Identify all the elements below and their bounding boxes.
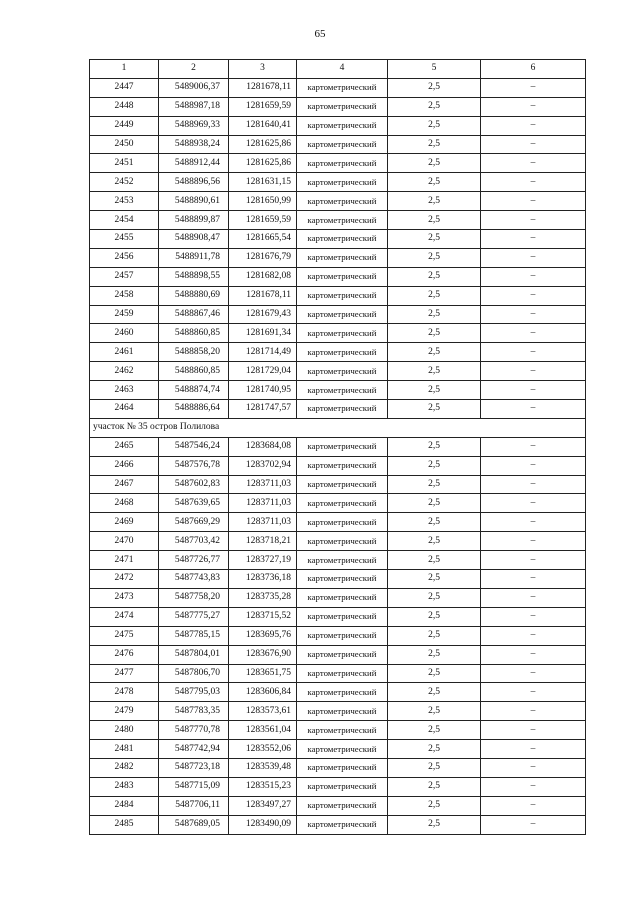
y-coordinate-cell: 1281678,11 (229, 286, 297, 305)
accuracy-cell: 2,5 (388, 626, 481, 645)
method-cell: картометрический (297, 588, 388, 607)
y-coordinate-cell: 1281679,43 (229, 305, 297, 324)
accuracy-cell: 2,5 (388, 154, 481, 173)
note-cell: – (481, 796, 586, 815)
point-number-cell: 2475 (90, 626, 159, 645)
table-row (90, 815, 586, 834)
method-cell: картометрический (297, 381, 388, 400)
x-coordinate-cell: 5487639,65 (159, 494, 229, 513)
y-coordinate-cell: 1281631,15 (229, 173, 297, 192)
x-coordinate-cell: 5488874,74 (159, 381, 229, 400)
x-coordinate-cell: 5487785,15 (159, 626, 229, 645)
accuracy-cell: 2,5 (388, 248, 481, 267)
method-cell: картометрический (297, 475, 388, 494)
y-coordinate-cell: 1283539,48 (229, 758, 297, 777)
table-row (90, 721, 586, 740)
table-row (90, 343, 586, 362)
y-coordinate-cell: 1281665,54 (229, 230, 297, 249)
x-coordinate-cell: 5488860,85 (159, 362, 229, 381)
y-coordinate-cell: 1283695,76 (229, 626, 297, 645)
accuracy-cell: 2,5 (388, 815, 481, 834)
table-row (90, 97, 586, 116)
table-row (90, 305, 586, 324)
y-coordinate-cell: 1283606,84 (229, 683, 297, 702)
table-row (90, 532, 586, 551)
x-coordinate-cell: 5488860,85 (159, 324, 229, 343)
method-cell: картометрический (297, 135, 388, 154)
method-cell: картометрический (297, 248, 388, 267)
note-cell: – (481, 683, 586, 702)
table-row (90, 513, 586, 532)
method-cell: картометрический (297, 513, 388, 532)
note-cell: – (481, 324, 586, 343)
method-cell: картометрический (297, 815, 388, 834)
note-cell: – (481, 475, 586, 494)
point-number-cell: 2472 (90, 570, 159, 589)
accuracy-cell: 2,5 (388, 532, 481, 551)
note-cell: – (481, 267, 586, 286)
x-coordinate-cell: 5487783,35 (159, 702, 229, 721)
accuracy-cell: 2,5 (388, 97, 481, 116)
accuracy-cell: 2,5 (388, 796, 481, 815)
point-number-cell: 2459 (90, 305, 159, 324)
header-cell: 6 (481, 60, 586, 79)
accuracy-cell: 2,5 (388, 286, 481, 305)
accuracy-cell: 2,5 (388, 683, 481, 702)
note-cell: – (481, 381, 586, 400)
table-row (90, 645, 586, 664)
y-coordinate-cell: 1283497,27 (229, 796, 297, 815)
method-cell: картометрический (297, 494, 388, 513)
note-cell: – (481, 588, 586, 607)
table-row (90, 664, 586, 683)
y-coordinate-cell: 1281682,08 (229, 267, 297, 286)
y-coordinate-cell: 1281625,86 (229, 154, 297, 173)
method-cell: картометрический (297, 777, 388, 796)
coordinates-table (89, 59, 586, 835)
accuracy-cell: 2,5 (388, 570, 481, 589)
table-row (90, 230, 586, 249)
accuracy-cell: 2,5 (388, 211, 481, 230)
y-coordinate-cell: 1283552,06 (229, 740, 297, 759)
point-number-cell: 2474 (90, 607, 159, 626)
accuracy-cell: 2,5 (388, 607, 481, 626)
point-number-cell: 2471 (90, 551, 159, 570)
table-row (90, 588, 586, 607)
y-coordinate-cell: 1281678,11 (229, 78, 297, 97)
table-row (90, 116, 586, 135)
method-cell: картометрический (297, 154, 388, 173)
method-cell: картометрический (297, 758, 388, 777)
section-body (90, 418, 586, 437)
point-number-cell: 2476 (90, 645, 159, 664)
header-cell: 4 (297, 60, 388, 79)
accuracy-cell: 2,5 (388, 740, 481, 759)
note-cell: – (481, 343, 586, 362)
note-cell: – (481, 702, 586, 721)
point-number-cell: 2470 (90, 532, 159, 551)
method-cell: картометрический (297, 211, 388, 230)
x-coordinate-cell: 5487669,29 (159, 513, 229, 532)
y-coordinate-cell: 1283711,03 (229, 494, 297, 513)
x-coordinate-cell: 5488898,55 (159, 267, 229, 286)
point-number-cell: 2485 (90, 815, 159, 834)
point-number-cell: 2463 (90, 381, 159, 400)
page-number: 65 (314, 28, 326, 40)
point-number-cell: 2464 (90, 400, 159, 419)
y-coordinate-cell: 1283561,04 (229, 721, 297, 740)
x-coordinate-cell: 5487775,27 (159, 607, 229, 626)
note-cell: – (481, 248, 586, 267)
accuracy-cell: 2,5 (388, 551, 481, 570)
y-coordinate-cell: 1283718,21 (229, 532, 297, 551)
y-coordinate-cell: 1283715,52 (229, 607, 297, 626)
x-coordinate-cell: 5487602,83 (159, 475, 229, 494)
accuracy-cell: 2,5 (388, 267, 481, 286)
method-cell: картометрический (297, 173, 388, 192)
x-coordinate-cell: 5488890,61 (159, 192, 229, 211)
point-number-cell: 2451 (90, 154, 159, 173)
table-row (90, 248, 586, 267)
accuracy-cell: 2,5 (388, 777, 481, 796)
note-cell: – (481, 815, 586, 834)
point-number-cell: 2457 (90, 267, 159, 286)
accuracy-cell: 2,5 (388, 588, 481, 607)
y-coordinate-cell: 1283711,03 (229, 513, 297, 532)
x-coordinate-cell: 5487804,01 (159, 645, 229, 664)
y-coordinate-cell: 1283727,19 (229, 551, 297, 570)
point-number-cell: 2467 (90, 475, 159, 494)
y-coordinate-cell: 1281659,59 (229, 211, 297, 230)
accuracy-cell: 2,5 (388, 192, 481, 211)
y-coordinate-cell: 1283651,75 (229, 664, 297, 683)
note-cell: – (481, 607, 586, 626)
table-body-after (90, 437, 586, 834)
x-coordinate-cell: 5487715,09 (159, 777, 229, 796)
table-row (90, 796, 586, 815)
note-cell: – (481, 97, 586, 116)
point-number-cell: 2455 (90, 230, 159, 249)
table-row (90, 456, 586, 475)
method-cell: картометрический (297, 570, 388, 589)
header-cell: 2 (159, 60, 229, 79)
table-header (90, 60, 586, 79)
y-coordinate-cell: 1281729,04 (229, 362, 297, 381)
method-cell: картометрический (297, 551, 388, 570)
point-number-cell: 2449 (90, 116, 159, 135)
table-row (90, 154, 586, 173)
method-cell: картометрический (297, 740, 388, 759)
point-number-cell: 2465 (90, 437, 159, 456)
y-coordinate-cell: 1281691,34 (229, 324, 297, 343)
x-coordinate-cell: 5488867,46 (159, 305, 229, 324)
x-coordinate-cell: 5488912,44 (159, 154, 229, 173)
point-number-cell: 2480 (90, 721, 159, 740)
accuracy-cell: 2,5 (388, 173, 481, 192)
note-cell: – (481, 135, 586, 154)
note-cell: – (481, 400, 586, 419)
note-cell: – (481, 777, 586, 796)
point-number-cell: 2462 (90, 362, 159, 381)
note-cell: – (481, 173, 586, 192)
method-cell: картометрический (297, 362, 388, 381)
note-cell: – (481, 532, 586, 551)
point-number-cell: 2469 (90, 513, 159, 532)
accuracy-cell: 2,5 (388, 437, 481, 456)
y-coordinate-cell: 1283515,23 (229, 777, 297, 796)
accuracy-cell: 2,5 (388, 758, 481, 777)
section-row (90, 418, 586, 437)
note-cell: – (481, 513, 586, 532)
table-row (90, 362, 586, 381)
point-number-cell: 2453 (90, 192, 159, 211)
accuracy-cell: 2,5 (388, 78, 481, 97)
method-cell: картометрический (297, 532, 388, 551)
method-cell: картометрический (297, 97, 388, 116)
y-coordinate-cell: 1283736,18 (229, 570, 297, 589)
table-row (90, 78, 586, 97)
accuracy-cell: 2,5 (388, 230, 481, 249)
y-coordinate-cell: 1281640,41 (229, 116, 297, 135)
point-number-cell: 2483 (90, 777, 159, 796)
table-row (90, 607, 586, 626)
x-coordinate-cell: 5489006,37 (159, 78, 229, 97)
note-cell: – (481, 211, 586, 230)
method-cell: картометрический (297, 324, 388, 343)
note-cell: – (481, 286, 586, 305)
note-cell: – (481, 230, 586, 249)
table-row (90, 740, 586, 759)
accuracy-cell: 2,5 (388, 475, 481, 494)
note-cell: – (481, 570, 586, 589)
accuracy-cell: 2,5 (388, 513, 481, 532)
table-row (90, 702, 586, 721)
method-cell: картометрический (297, 645, 388, 664)
x-coordinate-cell: 5487689,05 (159, 815, 229, 834)
point-number-cell: 2452 (90, 173, 159, 192)
point-number-cell: 2478 (90, 683, 159, 702)
note-cell: – (481, 740, 586, 759)
point-number-cell: 2454 (90, 211, 159, 230)
section-title: участок № 35 остров Полилова (90, 418, 586, 437)
method-cell: картометрический (297, 286, 388, 305)
point-number-cell: 2460 (90, 324, 159, 343)
note-cell: – (481, 456, 586, 475)
point-number-cell: 2450 (90, 135, 159, 154)
method-cell: картометрический (297, 437, 388, 456)
x-coordinate-cell: 5488899,87 (159, 211, 229, 230)
accuracy-cell: 2,5 (388, 116, 481, 135)
table-row (90, 381, 586, 400)
method-cell: картометрический (297, 796, 388, 815)
accuracy-cell: 2,5 (388, 135, 481, 154)
point-number-cell: 2456 (90, 248, 159, 267)
x-coordinate-cell: 5487703,42 (159, 532, 229, 551)
note-cell: – (481, 645, 586, 664)
y-coordinate-cell: 1281659,59 (229, 97, 297, 116)
point-number-cell: 2466 (90, 456, 159, 475)
table-row (90, 173, 586, 192)
x-coordinate-cell: 5487742,94 (159, 740, 229, 759)
method-cell: картометрический (297, 230, 388, 249)
method-cell: картометрический (297, 400, 388, 419)
method-cell: картометрический (297, 664, 388, 683)
y-coordinate-cell: 1283573,61 (229, 702, 297, 721)
x-coordinate-cell: 5488987,18 (159, 97, 229, 116)
y-coordinate-cell: 1281714,49 (229, 343, 297, 362)
table-body-before (90, 78, 586, 418)
x-coordinate-cell: 5487770,78 (159, 721, 229, 740)
point-number-cell: 2479 (90, 702, 159, 721)
accuracy-cell: 2,5 (388, 645, 481, 664)
method-cell: картометрический (297, 78, 388, 97)
header-cell: 1 (90, 60, 159, 79)
x-coordinate-cell: 5488911,78 (159, 248, 229, 267)
table-row (90, 475, 586, 494)
y-coordinate-cell: 1281747,57 (229, 400, 297, 419)
point-number-cell: 2482 (90, 758, 159, 777)
x-coordinate-cell: 5488938,24 (159, 135, 229, 154)
note-cell: – (481, 494, 586, 513)
method-cell: картометрический (297, 721, 388, 740)
method-cell: картометрический (297, 607, 388, 626)
x-coordinate-cell: 5488858,20 (159, 343, 229, 362)
accuracy-cell: 2,5 (388, 494, 481, 513)
header-cell: 3 (229, 60, 297, 79)
method-cell: картометрический (297, 456, 388, 475)
x-coordinate-cell: 5488880,69 (159, 286, 229, 305)
note-cell: – (481, 721, 586, 740)
method-cell: картометрический (297, 116, 388, 135)
table-row (90, 400, 586, 419)
x-coordinate-cell: 5488908,47 (159, 230, 229, 249)
note-cell: – (481, 305, 586, 324)
table-row (90, 324, 586, 343)
point-number-cell: 2477 (90, 664, 159, 683)
accuracy-cell: 2,5 (388, 343, 481, 362)
method-cell: картометрический (297, 305, 388, 324)
accuracy-cell: 2,5 (388, 305, 481, 324)
method-cell: картометрический (297, 343, 388, 362)
y-coordinate-cell: 1283702,94 (229, 456, 297, 475)
y-coordinate-cell: 1281650,99 (229, 192, 297, 211)
table-row (90, 551, 586, 570)
table-row (90, 494, 586, 513)
accuracy-cell: 2,5 (388, 702, 481, 721)
note-cell: – (481, 437, 586, 456)
x-coordinate-cell: 5488969,33 (159, 116, 229, 135)
point-number-cell: 2481 (90, 740, 159, 759)
point-number-cell: 2473 (90, 588, 159, 607)
header-cell: 5 (388, 60, 481, 79)
table-row (90, 192, 586, 211)
y-coordinate-cell: 1281740,95 (229, 381, 297, 400)
accuracy-cell: 2,5 (388, 400, 481, 419)
table-row (90, 211, 586, 230)
table-row (90, 626, 586, 645)
table-row (90, 758, 586, 777)
x-coordinate-cell: 5487795,03 (159, 683, 229, 702)
y-coordinate-cell: 1283684,08 (229, 437, 297, 456)
accuracy-cell: 2,5 (388, 362, 481, 381)
method-cell: картометрический (297, 683, 388, 702)
accuracy-cell: 2,5 (388, 381, 481, 400)
x-coordinate-cell: 5487546,24 (159, 437, 229, 456)
y-coordinate-cell: 1281676,79 (229, 248, 297, 267)
note-cell: – (481, 626, 586, 645)
method-cell: картометрический (297, 702, 388, 721)
accuracy-cell: 2,5 (388, 721, 481, 740)
table-row (90, 570, 586, 589)
point-number-cell: 2468 (90, 494, 159, 513)
y-coordinate-cell: 1283735,28 (229, 588, 297, 607)
y-coordinate-cell: 1281625,86 (229, 135, 297, 154)
x-coordinate-cell: 5487723,18 (159, 758, 229, 777)
method-cell: картометрический (297, 626, 388, 645)
method-cell: картометрический (297, 192, 388, 211)
table-row (90, 267, 586, 286)
table-row (90, 777, 586, 796)
table-row (90, 683, 586, 702)
header-row (90, 60, 586, 79)
x-coordinate-cell: 5487576,78 (159, 456, 229, 475)
table-row (90, 286, 586, 305)
y-coordinate-cell: 1283490,09 (229, 815, 297, 834)
note-cell: – (481, 78, 586, 97)
point-number-cell: 2484 (90, 796, 159, 815)
point-number-cell: 2447 (90, 78, 159, 97)
y-coordinate-cell: 1283676,90 (229, 645, 297, 664)
note-cell: – (481, 551, 586, 570)
note-cell: – (481, 758, 586, 777)
x-coordinate-cell: 5487743,83 (159, 570, 229, 589)
accuracy-cell: 2,5 (388, 324, 481, 343)
table-row (90, 437, 586, 456)
x-coordinate-cell: 5488896,56 (159, 173, 229, 192)
x-coordinate-cell: 5487758,20 (159, 588, 229, 607)
note-cell: – (481, 664, 586, 683)
point-number-cell: 2448 (90, 97, 159, 116)
point-number-cell: 2458 (90, 286, 159, 305)
accuracy-cell: 2,5 (388, 664, 481, 683)
table-row (90, 135, 586, 154)
y-coordinate-cell: 1283711,03 (229, 475, 297, 494)
x-coordinate-cell: 5488886,64 (159, 400, 229, 419)
note-cell: – (481, 362, 586, 381)
note-cell: – (481, 192, 586, 211)
method-cell: картометрический (297, 267, 388, 286)
note-cell: – (481, 154, 586, 173)
accuracy-cell: 2,5 (388, 456, 481, 475)
note-cell: – (481, 116, 586, 135)
x-coordinate-cell: 5487806,70 (159, 664, 229, 683)
x-coordinate-cell: 5487706,11 (159, 796, 229, 815)
point-number-cell: 2461 (90, 343, 159, 362)
x-coordinate-cell: 5487726,77 (159, 551, 229, 570)
